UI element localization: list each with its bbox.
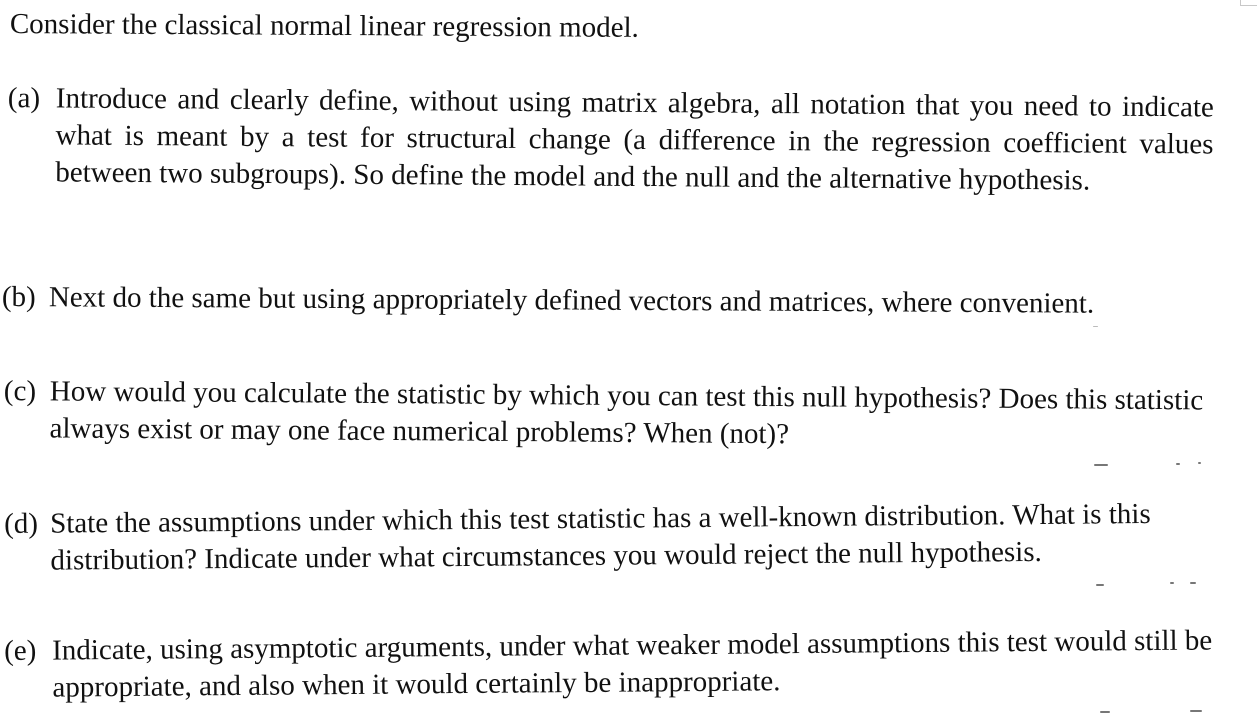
question-e [4,622,1216,704]
intro-text: Consider the classical normal linear regression model. [9,7,639,44]
question-e-label: (e) [4,634,37,667]
corner-artifact [1240,0,1257,6]
question-a [7,80,1214,197]
question-c-text: How would you calculate the statistic by which you can test this null hypothesis? Does this statistic always exist or may one face numerical problems? When (not)? [49,375,1204,451]
question-b-text: Next do the same but using appropriately defined vectors and matrices, where convenient. [48,281,1095,320]
question-c-label: (c) [3,374,37,408]
question-d-label: (d) [4,507,39,540]
scan-mark [1093,326,1098,327]
scan-mark [1170,582,1174,584]
question-a-label: (a) [7,81,41,115]
question-e-text: Indicate, using asymptotic arguments, under what weaker model assumptions this test would still be appropriate, and also when it would certainly be inappropriate. [52,624,1213,704]
question-d [4,495,1214,577]
scan-mark [1094,464,1108,466]
scan-mark [1190,582,1196,584]
question-b-label: (b) [1,280,36,314]
scan-mark [1176,463,1180,465]
scan-mark [1100,711,1110,713]
question-b [1,279,1172,320]
question-c [3,373,1210,451]
scan-mark [1190,710,1202,712]
question-a-text: Introduce and clearly define, without using matrix algebra, all notation that you need to indicate what is meant by a test for structural change (a difference in the regression coefficient values between two subgroups). So define the model and the null and the alternative hypothesis. [55,82,1214,197]
question-d-text: State the assumptions under which this test statistic has a well-known distribution. What is this distribution? Indicate under what circumstances you would reject the null hypothesis. [50,497,1151,577]
scan-mark [1198,462,1201,464]
scan-mark [1096,584,1104,586]
